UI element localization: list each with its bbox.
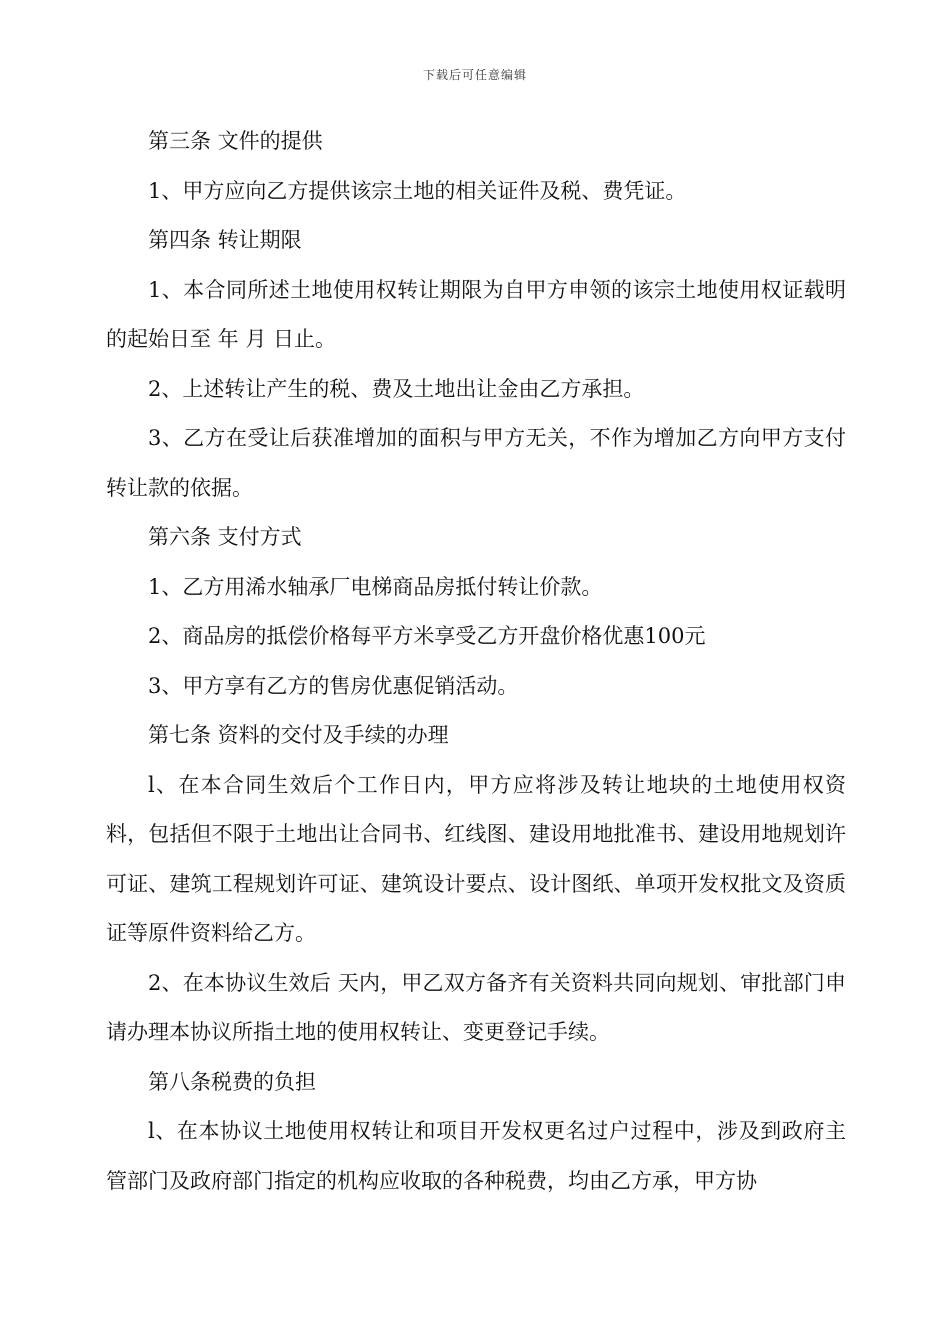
paragraph: 1、甲方应向乙方提供该宗土地的相关证件及税、费凭证。 [148,178,687,203]
paragraph: 1、乙方用浠水轴承厂电梯商品房抵付转让价款。 [148,574,603,599]
paragraph: 1、本合同所述土地使用权转让期限为自甲方申领的该宗土地使用权证载明的起始日至 年 月 日止。 [106,277,846,351]
paragraph: l、在本协议土地使用权转让和项目开发权更名过户过程中，涉及到政府主管部门及政府部门指定的机构应收取的各种税费，均由乙方承，甲方协 [106,1119,846,1193]
paragraph: 第四条 转让期限 [148,228,302,252]
paragraph: 3、甲方享有乙方的售房优惠促销活动。 [148,673,519,698]
paragraph: l、在本合同生效后个工作日内，甲方应将涉及转让地块的土地使用权资料，包括但不限于土地出让合同书、红线图、建设用地批准书、建设用地规划许可证、建筑工程规划许可证、建筑设计要点、设计图纸、单项开发权批文及资质证等原件资料给乙方。 [106,772,846,945]
paragraph: 第七条 资料的交付及手续的办理 [148,723,449,747]
paragraph: 3、乙方在受让后获准增加的面积与甲方无关，不作为增加乙方向甲方支付转让款的依据。 [106,426,846,500]
paragraph: 2、上述转让产生的税、费及土地出让金由乙方承担。 [148,376,645,401]
paragraph: 第八条税费的负担 [148,1069,316,1094]
paragraph: 第三条 文件的提供 [148,129,323,153]
paragraph: 2、在本协议生效后 天内，甲乙双方备齐有关资料共同向规划、审批部门申请办理本协议所指土地的使用权转让、变更登记手续。 [106,970,846,1044]
paragraph: 2、商品房的抵偿价格每平方米享受乙方开盘价格优惠100元 [148,624,706,648]
paragraph: 第六条 支付方式 [148,525,302,549]
page-header: 下载后可任意编辑 [422,68,527,82]
document-body [106,117,846,1206]
